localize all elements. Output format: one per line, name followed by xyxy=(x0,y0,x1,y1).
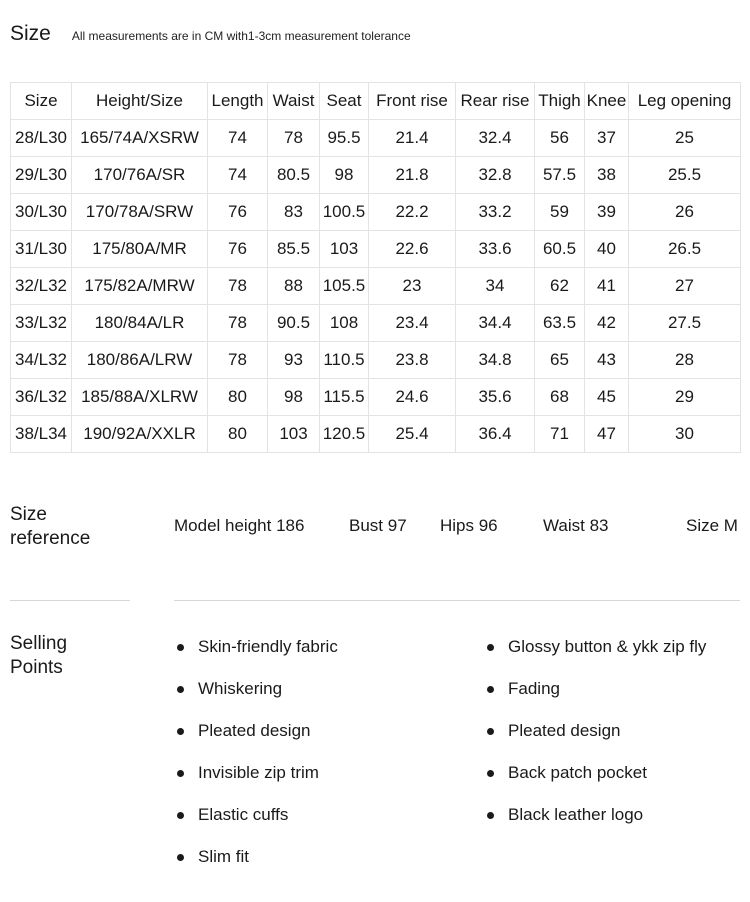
bullet-icon xyxy=(487,686,494,693)
divider-right xyxy=(174,600,740,601)
model-waist: Waist 83 xyxy=(543,516,609,535)
cell-length: 74 xyxy=(208,120,268,157)
selling-point-text: Pleated design xyxy=(198,721,311,740)
selling-point-text: Pleated design xyxy=(508,721,621,740)
size-chart-table xyxy=(10,82,741,453)
list-item xyxy=(174,668,338,710)
model-size: Size M xyxy=(686,516,738,535)
cell-size: 38/L34 xyxy=(11,416,72,453)
cell-seat: 98 xyxy=(320,157,369,194)
cell-leg-opening: 28 xyxy=(629,342,741,379)
model-height: Model height 186 xyxy=(174,516,305,535)
table-row xyxy=(11,120,741,157)
cell-rear-rise: 33.6 xyxy=(456,231,535,268)
cell-leg-opening: 26 xyxy=(629,194,741,231)
cell-size: 32/L32 xyxy=(11,268,72,305)
selling-point-text: Skin-friendly fabric xyxy=(198,637,338,656)
cell-leg-opening: 25 xyxy=(629,120,741,157)
list-item xyxy=(174,752,338,794)
bullet-icon xyxy=(487,812,494,819)
size-header xyxy=(10,22,411,52)
cell-seat: 108 xyxy=(320,305,369,342)
cell-leg-opening: 27 xyxy=(629,268,741,305)
column-header-waist: Waist xyxy=(268,83,320,120)
selling-points-label-line1: Selling xyxy=(10,633,68,654)
cell-seat: 95.5 xyxy=(320,120,369,157)
cell-seat: 103 xyxy=(320,231,369,268)
cell-height-size: 165/74A/XSRW xyxy=(72,120,208,157)
column-header-rear-rise: Rear rise xyxy=(456,83,535,120)
cell-rear-rise: 32.4 xyxy=(456,120,535,157)
selling-point-text: Glossy button & ykk zip fly xyxy=(508,637,707,656)
cell-height-size: 180/84A/LR xyxy=(72,305,208,342)
cell-leg-opening: 26.5 xyxy=(629,231,741,268)
measurement-note: All measurements are in CM with1-3cm measurement tolerance xyxy=(71,29,411,43)
cell-waist: 78 xyxy=(268,120,320,157)
cell-seat: 110.5 xyxy=(320,342,369,379)
cell-thigh: 65 xyxy=(535,342,585,379)
cell-waist: 90.5 xyxy=(268,305,320,342)
cell-knee: 42 xyxy=(585,305,629,342)
cell-height-size: 175/80A/MR xyxy=(72,231,208,268)
cell-front-rise: 21.4 xyxy=(369,120,456,157)
cell-rear-rise: 34.8 xyxy=(456,342,535,379)
table-row xyxy=(11,268,741,305)
bullet-icon xyxy=(177,728,184,735)
selling-point-text: Elastic cuffs xyxy=(198,805,289,824)
cell-seat: 105.5 xyxy=(320,268,369,305)
bullet-icon xyxy=(487,770,494,777)
cell-knee: 45 xyxy=(585,379,629,416)
selling-points-label-line2: Points xyxy=(10,657,63,678)
cell-waist: 80.5 xyxy=(268,157,320,194)
cell-size: 31/L30 xyxy=(11,231,72,268)
list-item xyxy=(174,836,338,878)
list-item xyxy=(174,794,338,836)
table-row xyxy=(11,379,741,416)
model-hips: Hips 96 xyxy=(440,516,498,535)
cell-knee: 41 xyxy=(585,268,629,305)
cell-size: 33/L32 xyxy=(11,305,72,342)
column-header-leg-opening: Leg opening xyxy=(629,83,741,120)
cell-rear-rise: 32.8 xyxy=(456,157,535,194)
cell-size: 30/L30 xyxy=(11,194,72,231)
table-row xyxy=(11,231,741,268)
selling-points-list-right xyxy=(484,626,706,836)
cell-front-rise: 22.6 xyxy=(369,231,456,268)
list-item xyxy=(484,668,706,710)
table-row xyxy=(11,157,741,194)
cell-waist: 98 xyxy=(268,379,320,416)
cell-thigh: 60.5 xyxy=(535,231,585,268)
cell-length: 78 xyxy=(208,342,268,379)
cell-seat: 120.5 xyxy=(320,416,369,453)
cell-rear-rise: 33.2 xyxy=(456,194,535,231)
cell-rear-rise: 36.4 xyxy=(456,416,535,453)
cell-length: 80 xyxy=(208,379,268,416)
cell-size: 36/L32 xyxy=(11,379,72,416)
cell-length: 78 xyxy=(208,305,268,342)
cell-height-size: 175/82A/MRW xyxy=(72,268,208,305)
bullet-icon xyxy=(177,644,184,651)
selling-point-text: Black leather logo xyxy=(508,805,644,824)
column-header-knee: Knee xyxy=(585,83,629,120)
cell-length: 78 xyxy=(208,268,268,305)
cell-knee: 38 xyxy=(585,157,629,194)
bullet-icon xyxy=(177,770,184,777)
cell-front-rise: 22.2 xyxy=(369,194,456,231)
list-item xyxy=(484,794,706,836)
cell-length: 76 xyxy=(208,194,268,231)
selling-points-list-left xyxy=(174,626,338,878)
selling-points-label xyxy=(10,632,67,680)
bullet-icon xyxy=(487,728,494,735)
size-table-body xyxy=(11,120,741,453)
cell-leg-opening: 29 xyxy=(629,379,741,416)
size-reference-label-line2: reference xyxy=(10,528,91,549)
cell-knee: 43 xyxy=(585,342,629,379)
bullet-icon xyxy=(177,854,184,861)
cell-leg-opening: 30 xyxy=(629,416,741,453)
cell-thigh: 63.5 xyxy=(535,305,585,342)
cell-front-rise: 21.8 xyxy=(369,157,456,194)
cell-waist: 93 xyxy=(268,342,320,379)
cell-height-size: 180/86A/LRW xyxy=(72,342,208,379)
cell-thigh: 68 xyxy=(535,379,585,416)
cell-waist: 88 xyxy=(268,268,320,305)
cell-seat: 115.5 xyxy=(320,379,369,416)
cell-waist: 103 xyxy=(268,416,320,453)
cell-seat: 100.5 xyxy=(320,194,369,231)
selling-point-text: Invisible zip trim xyxy=(198,763,319,782)
cell-waist: 85.5 xyxy=(268,231,320,268)
bullet-icon xyxy=(177,686,184,693)
cell-height-size: 185/88A/XLRW xyxy=(72,379,208,416)
cell-height-size: 170/76A/SR xyxy=(72,157,208,194)
cell-height-size: 190/92A/XXLR xyxy=(72,416,208,453)
cell-front-rise: 24.6 xyxy=(369,379,456,416)
bullet-icon xyxy=(177,812,184,819)
bullet-icon xyxy=(487,644,494,651)
table-row xyxy=(11,194,741,231)
cell-size: 28/L30 xyxy=(11,120,72,157)
cell-rear-rise: 34.4 xyxy=(456,305,535,342)
cell-leg-opening: 25.5 xyxy=(629,157,741,194)
cell-front-rise: 25.4 xyxy=(369,416,456,453)
size-reference-label-line1: Size xyxy=(10,504,47,525)
cell-thigh: 56 xyxy=(535,120,585,157)
cell-length: 76 xyxy=(208,231,268,268)
list-item xyxy=(484,710,706,752)
selling-point-text: Fading xyxy=(508,679,560,698)
cell-front-rise: 23.8 xyxy=(369,342,456,379)
cell-thigh: 59 xyxy=(535,194,585,231)
cell-size: 34/L32 xyxy=(11,342,72,379)
cell-thigh: 62 xyxy=(535,268,585,305)
cell-knee: 47 xyxy=(585,416,629,453)
cell-front-rise: 23.4 xyxy=(369,305,456,342)
cell-thigh: 71 xyxy=(535,416,585,453)
cell-length: 74 xyxy=(208,157,268,194)
list-item xyxy=(484,752,706,794)
table-row xyxy=(11,305,741,342)
selling-point-text: Back patch pocket xyxy=(508,763,647,782)
cell-rear-rise: 34 xyxy=(456,268,535,305)
cell-knee: 39 xyxy=(585,194,629,231)
selling-point-text: Whiskering xyxy=(198,679,283,698)
size-reference-label xyxy=(10,503,90,551)
column-header-front-rise: Front rise xyxy=(369,83,456,120)
cell-waist: 83 xyxy=(268,194,320,231)
cell-knee: 37 xyxy=(585,120,629,157)
table-row xyxy=(11,416,741,453)
cell-leg-opening: 27.5 xyxy=(629,305,741,342)
list-item xyxy=(174,710,338,752)
cell-knee: 40 xyxy=(585,231,629,268)
cell-length: 80 xyxy=(208,416,268,453)
column-header-height-size: Height/Size xyxy=(72,83,208,120)
selling-point-text: Slim fit xyxy=(198,847,249,866)
cell-front-rise: 23 xyxy=(369,268,456,305)
column-header-size: Size xyxy=(11,83,72,120)
list-item xyxy=(174,626,338,668)
divider-left xyxy=(10,600,130,601)
cell-height-size: 170/78A/SRW xyxy=(72,194,208,231)
column-header-thigh: Thigh xyxy=(535,83,585,120)
table-header-row xyxy=(11,83,741,120)
model-bust: Bust 97 xyxy=(349,516,407,535)
table-row xyxy=(11,342,741,379)
column-header-length: Length xyxy=(208,83,268,120)
cell-rear-rise: 35.6 xyxy=(456,379,535,416)
list-item xyxy=(484,626,706,668)
column-header-seat: Seat xyxy=(320,83,369,120)
cell-size: 29/L30 xyxy=(11,157,72,194)
size-section-title: Size xyxy=(10,22,51,45)
cell-thigh: 57.5 xyxy=(535,157,585,194)
